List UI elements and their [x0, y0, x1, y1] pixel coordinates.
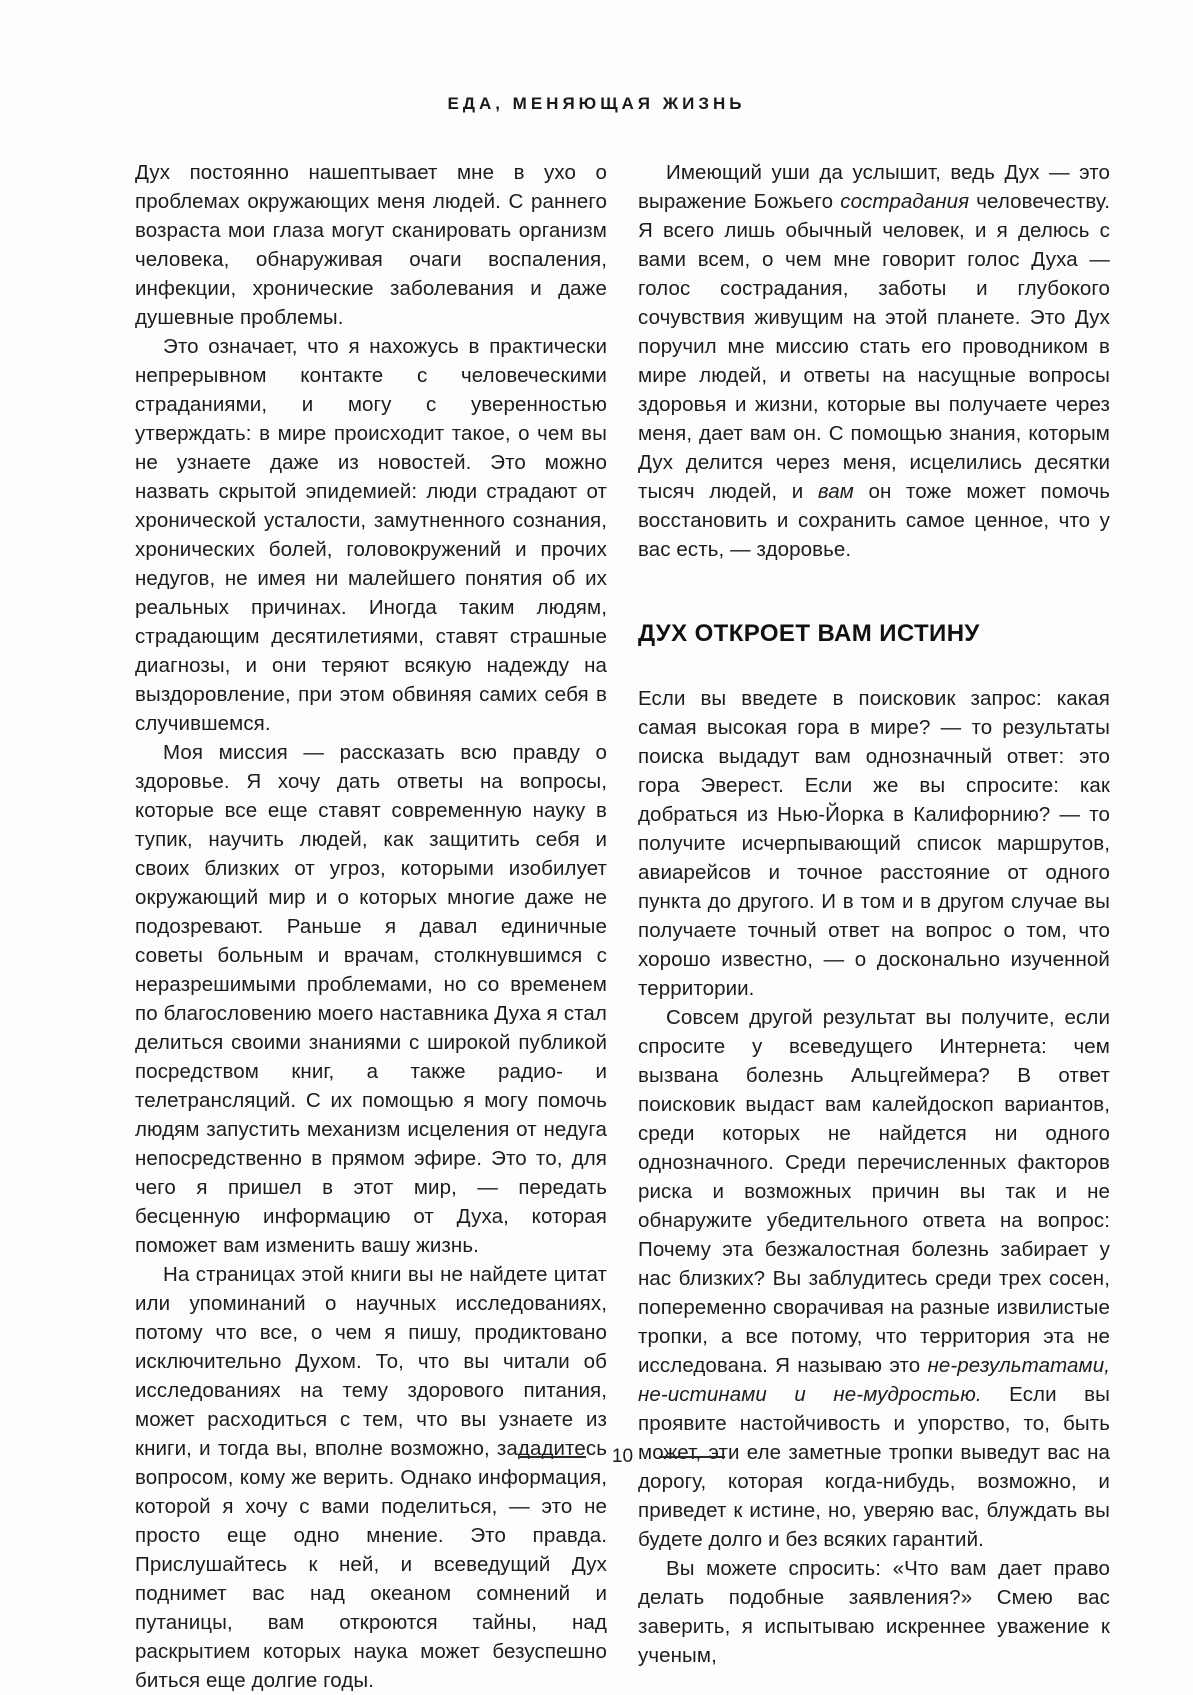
text-run: Моя миссия — рассказать всю правду о здоровье. Я хочу дать ответы на вопросы, которые все еще ставят современную науку в тупик, научить людей, как защитить себя и своих близких от угроз, которыми изобилует окружающий мир и о которых многие даже не подозревают. Раньше я давал единичные советы больным и врачам, столкнувшимся с неразрешимыми проблемами, но со временем по благословению моего наставника Духа я стал делиться своими знаниями с широкой публикой посредством книг, а также радио- и телетрансляций. С их помощью я могу помочь людям запустить механизм исцеления от недуга непосредственно в прямом эфире. Это то, для чего я пришел в этот мир, — передать бесценную информацию от Духа, которая поможет вам изменить вашу жизнь.: [135, 741, 607, 1257]
italic-text-run: не-результатами, не-истинами и не-мудростью.: [638, 1354, 1110, 1406]
paragraph: [135, 1260, 607, 1695]
text-run: Дух постоянно нашептывает мне в ухо о проблемах окружающих меня людей. С раннего возраста мои глаза могут сканировать организм человека, обнаруживая очаги воспаления, инфекции, хронические заболевания и даже душевные проблемы.: [135, 161, 607, 329]
page-number: 10: [611, 1446, 634, 1467]
paragraph: [638, 158, 1110, 564]
text-run: Совсем другой результат вы получите, если спросите у всеведущего Интернета: чем вызвана болезнь Альцгеймера? В ответ поисковик выдаст вам калейдоскоп вариантов, среди которых не найдется ни одного однозначного. Среди перечисленных факторов риска и возможных причин вы так и не обнаружите убедительного ответа на вопрос: Почему эта безжалостная болезнь забирает у нас близких? Вы заблудитесь среди трех сосен, попеременно сворачивая на разные извилистые тропки, а все потому, что территория эта не исследована. Я называю это: [638, 1006, 1110, 1377]
text-run: Вы можете спросить: «Что вам дает право делать подобные заявления?» Смею вас заверить, я испытываю искреннее уважение к ученым,: [638, 1557, 1110, 1667]
right-column: [638, 158, 1110, 1670]
text-run: На страницах этой книги вы не найдете цитат или упоминаний о научных исследованиях, потому что все, о чем я пишу, продиктовано исключительно Духом. То, что вы читали об исследованиях на тему здорового питания, может расходиться с тем, что вы узнаете из книги, и тогда вы, вполне возможно, зададитесь вопросом, кому же верить. Однако информация, которой я хочу с вами поделиться, — это не просто еще одно мнение. Это правда. Прислушайтесь к ней, и всеведущий Дух поднимет вас над океаном сомнений и путаницы, вам откроются тайны, над раскрытием которых наука может безуспешно биться еще долгие годы.: [135, 1263, 607, 1692]
paragraph: [638, 684, 1110, 1003]
text-run: Если вы введете в поисковик запрос: какая самая высокая гора в мире? — то результаты поиска выдадут вам однозначный ответ: это гора Эверест. Если же вы спросите: как добраться из Нью-Йорка в Калифорнию? — то получите исчерпывающий список маршрутов, авиарейсов и точное расстояние от одного пункта до другого. И в том и в другом случае вы получаете точный ответ на вопрос о том, что хорошо известно, — о досконально изученной территории.: [638, 687, 1110, 1000]
paragraph: [638, 1554, 1110, 1670]
paragraph: [135, 332, 607, 738]
page-title: ЕДА, МЕНЯЮЩАЯ ЖИЗНЬ: [447, 94, 746, 113]
running-header: [0, 94, 1193, 114]
section-heading: ДУХ ОТКРОЕТ ВАМ ИСТИНУ: [638, 620, 980, 647]
italic-text-run: сострадания: [840, 190, 970, 213]
text-run: человечеству. Я всего лишь обычный человек, и я делюсь с вами всем, о чем мне говорит голос Духа — голос сострадания, заботы и глубокого сочувствия живущим на этой планете. Это Дух поручил мне миссию стать его проводником в мире людей, и ответы на насущные вопросы здоровья и жизни, которые вы получаете через меня, дает вам он. С помощью знания, которым Дух делится через меня, исцелились десятки тысяч людей, и: [638, 190, 1110, 503]
text-run: Имеющий уши да услышит, ведь Дух — это выражение Божьего: [638, 161, 1110, 213]
text-run: он тоже может помочь восстановить и сохранить самое ценное, что у вас есть, — здоровье.: [638, 480, 1111, 561]
footer-rule-left: [520, 1456, 586, 1458]
paragraph: [135, 738, 607, 1260]
italic-text-run: вам: [817, 480, 854, 503]
text-run: Если вы проявите настойчивость и упорство, то, быть может, эти еле заметные тропки выведут вас на дорогу, которая когда-нибудь, возможно, и приведет к истине, но, уверяю вас, блуждать вы будете долго и без всяких гарантий.: [638, 1383, 1110, 1551]
paragraph: [638, 1003, 1110, 1554]
page-footer: [135, 1446, 1110, 1468]
footer-rule-right: [659, 1456, 725, 1458]
text-run: Это означает, что я нахожусь в практически непрерывном контакте с человеческими страданиями, и могу с уверенностью утверждать: в мире происходит такое, о чем вы не узнаете даже из новостей. Это можно назвать скрытой эпидемией: люди страдают от хронической усталости, замутненного сознания, хронических болей, головокружений и прочих недугов, не имея ни малейшего понятия об их реальных причинах. Иногда таким людям, страдающим десятилетиями, ставят страшные диагнозы, и они теряют всякую надежду на выздоровление, при этом обвиняя самих себя в случившемся.: [135, 335, 607, 735]
paragraph: [135, 158, 607, 332]
